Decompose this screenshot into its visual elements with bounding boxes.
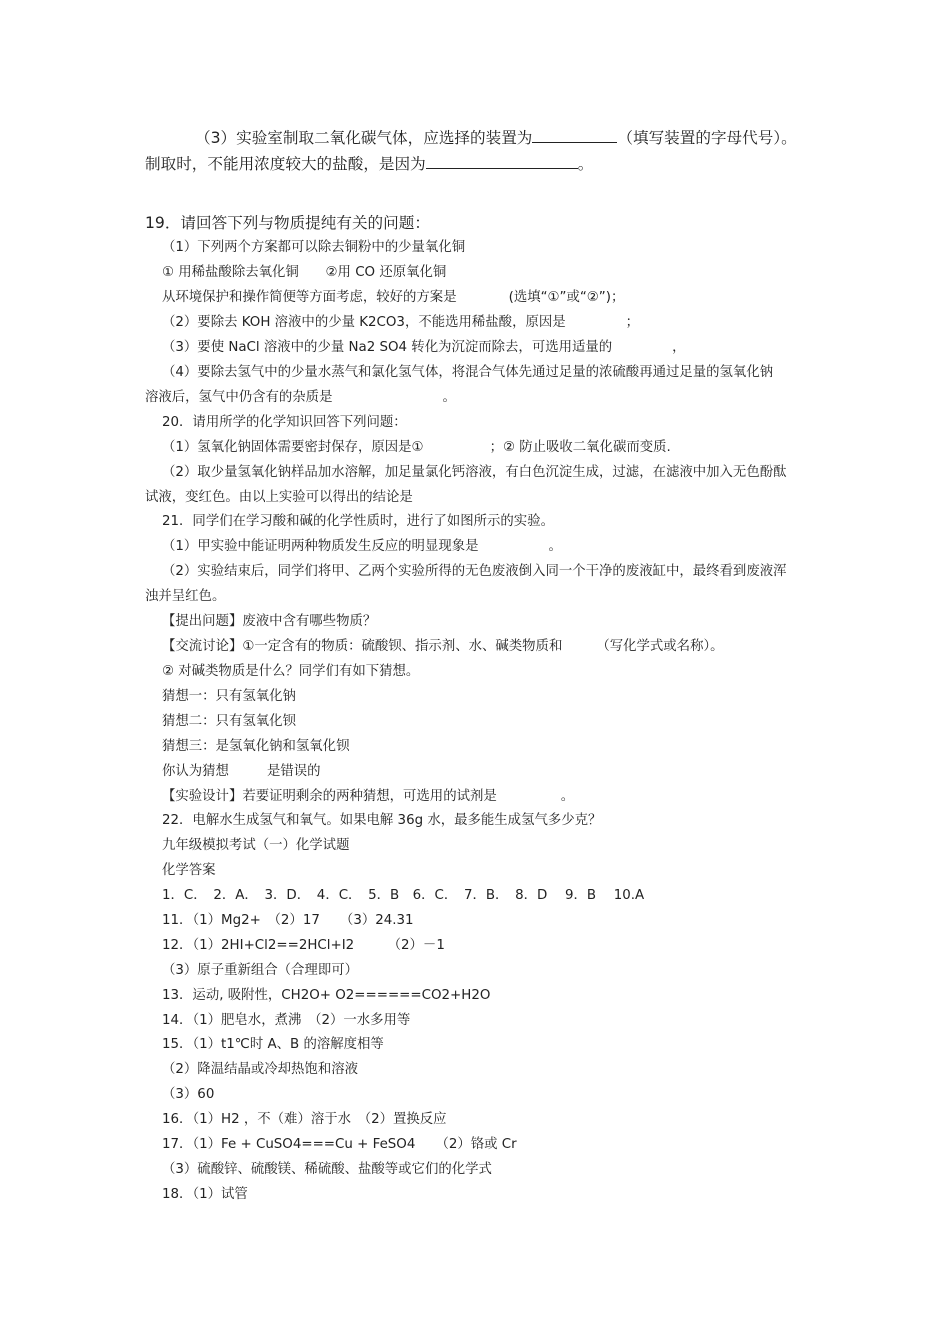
q19-p5 [162,338,686,358]
answer-14: 14．（1）肥皂水，煮沸 （2）一水多用等 [162,1013,411,1028]
q20-title: 20．请用所学的化学知识回答下列问题： [162,415,407,430]
q19-p7-text-b: 。 [442,390,456,405]
q19-p7 [145,388,456,408]
q19-p5-text-a: （3）要使 NaCl 溶液中的少量 Na2 SO4 转化为沉淀而除去，可选用适量的 [162,340,613,355]
q21-p1-text-b: 。 [548,539,562,554]
q18-part3-line1 [195,127,797,149]
q19-p3-text-a: 从环境保护和操作简便等方面考虑，较好的方案是 [162,290,457,305]
q19-p2: ① 用稀盐酸除去氧化铜 ②用 CO 还原氧化铜 [162,265,447,280]
answers-1-10: 1．C． 2．A． 3．D． 4．C． 5．B 6．C． 7．B． 8．D 9．B 10.A [162,888,645,903]
answer-blank[interactable] [426,154,578,169]
q19-p5-text-b: ， [672,340,686,355]
q21-title: 21．同学们在学习酸和碱的化学性质时，进行了如图所示的实验。 [162,514,554,529]
answer-12-part3: （3）原子重新组合（合理即可） [162,963,358,978]
q21-p6: ② 对碱类物质是什么？同学们有如下猜想。 [162,664,420,679]
q21-p4: 【提出问题】废液中含有哪些物质？ [162,614,377,629]
q19-p4 [162,313,639,333]
q20-p1 [162,438,671,458]
q19-p7-text-a: 溶液后，氢气中仍含有的杂质是 [145,390,333,405]
q21-p11-text-a: 【实验设计】若要证明剩余的两种猜想，可选用的试剂是 [162,789,497,804]
q21-p3: 浊并呈红色。 [145,589,226,604]
answer-blank[interactable] [532,128,617,143]
q19-p3 [162,288,624,308]
q20-p3: 试液，变红色。由以上实验可以得出的结论是 [145,490,413,505]
q21-p10-text-a: 你认为猜想 [162,764,229,779]
q18-part3-text-c: 制取时，不能用浓度较大的盐酸，是因为 [145,155,426,173]
answer-15: 15．（1）t1℃时 A、B 的溶解度相等 [162,1037,384,1052]
answer-17: 17．（1）Fe + CuSO4===Cu + FeSO4 （2）铬或 Cr [162,1137,517,1152]
q22-title: 22．电解水生成氢气和氧气。如果电解 36g 水，最多能生成氢气多少克？ [162,813,602,828]
q19-p1: （1）下列两个方案都可以除去铜粉中的少量氧化铜 [162,240,466,255]
q21-p1-text-a: （1）甲实验中能证明两种物质发生反应的明显现象是 [162,539,479,554]
q19-p4-text-a: （2）要除去 KOH 溶液中的少量 K2CO3，不能选用稀盐酸，原因是 [162,315,566,330]
q21-p10-text-b: 是错误的 [266,764,321,779]
q21-p8: 猜想二：只有氢氧化钡 [162,714,296,729]
q19-p3-text-b: (选填“①”或“②”)； [508,290,625,305]
q19-p6: （4）要除去氢气中的少量水蒸气和氯化氢气体，将混合气体先通过足量的浓硫酸再通过足量的氢氧化钠 [162,365,774,380]
answer-11: 11．（1）Mg2+ （2）17 （3）24.31 [162,913,414,928]
q21-p7: 猜想一：只有氢氧化钠 [162,689,296,704]
q20-p1-text-b: ；② 防止吸收二氧化碳而变质. [489,440,671,455]
q21-p2: （2）实验结束后，同学们将甲、乙两个实验所得的无色废液倒入同一个干净的废液缸中，最终看到废液浑 [162,564,787,579]
q21-p1 [162,537,562,557]
answer-12: 12．（1）2HI+Cl2==2HCl+I2 （2）－1 [162,938,445,953]
answer-18: 18．（1）试管 [162,1187,248,1202]
answer-15-part2: （2）降温结晶或冷却热饱和溶液 [162,1062,358,1077]
q18-part3-text-b: （填写装置的字母代号）。 [617,129,797,147]
q19-title: 19．请回答下列与物质提纯有关的问题： [145,214,430,232]
answer-15-part3: （3）60 [162,1087,215,1102]
answers-heading: 化学答案 [162,863,216,878]
q18-part3-text-a: （3）实验室制取二氧化碳气体，应选择的装置为 [195,129,533,147]
q21-p11-text-b: 。 [560,789,575,804]
q19-p4-text-b: ； [625,315,640,330]
q21-p11 [162,787,574,807]
q21-p5-text-a: 【交流讨论】①一定含有的物质：硫酸钡、指示剂、水、碱类物质和 [162,639,563,654]
answer-13: 13．运动, 吸附性，CH2O+ O2======CO2+H2O [162,988,491,1003]
q21-p9: 猜想三：是氢氧化钠和氢氧化钡 [162,739,350,754]
q21-p5-text-b: （写化学式或名称）。 [596,639,724,654]
q21-p5 [162,637,724,657]
q20-p2: （2）取少量氢氧化钠样品加水溶解，加足量氯化钙溶液，有白色沉淀生成，过滤，在滤液中加入无色酚酞 [162,465,787,480]
q20-p1-text-a: （1）氢氧化钠固体需要密封保存，原因是① [162,440,424,455]
q18-part3-text-d: 。 [577,155,594,173]
q21-p10 [162,762,321,782]
answer-17-part3: （3）硫酸锌、硫酸镁、稀硫酸、盐酸等或它们的化学式 [162,1162,492,1177]
answer-16: 16．（1）H2 ，不（难）溶于水 （2）置换反应 [162,1112,447,1127]
q18-part3-line2 [145,153,593,175]
exam-title: 九年级模拟考试（一）化学试题 [162,838,350,853]
